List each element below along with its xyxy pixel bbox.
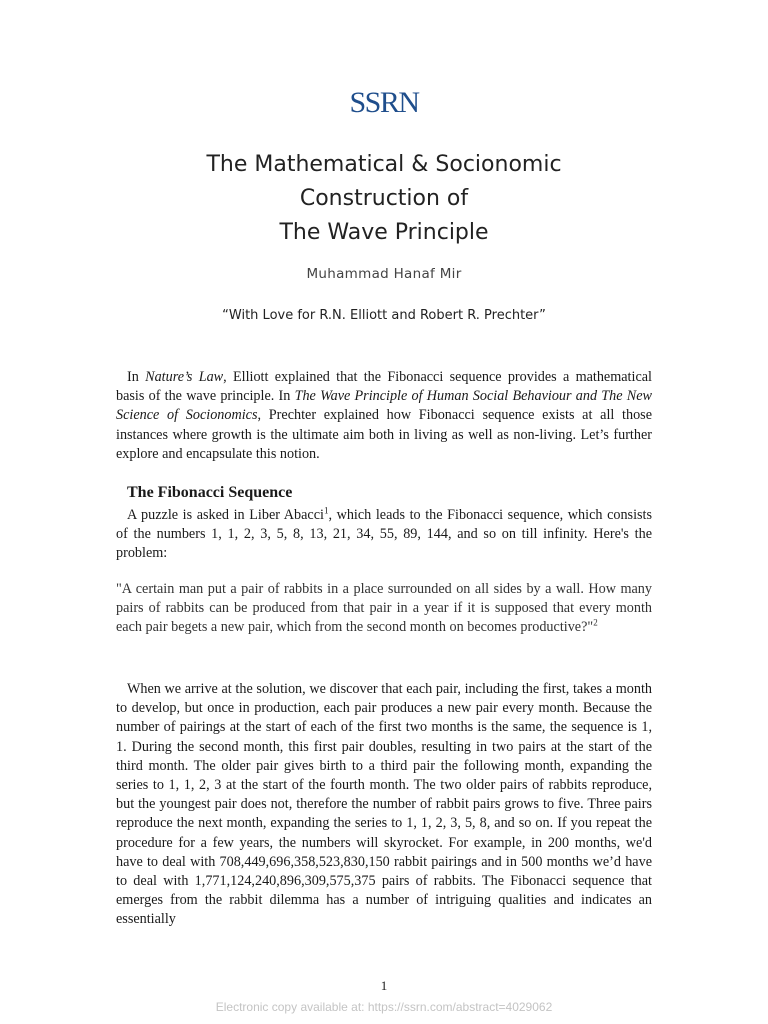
solution-paragraph: When we arrive at the solution, we discover that each pair, including the first, takes a month to develop, but once in production, each pair produces a new pair every month. Because the number of pairings at the start of each of the first two months is the same, the sequence is 1, 1. During the second month, this first pair doubles, resulting in two pairs at the start of the third month. The older pair gives birth to a third pair the following month, expanding the series to 1, 1, 2, 3 at the start of the fourth month. The two older pairs of rabbits reproduce, but the youngest pair does not, therefore the number of rabbit pairs grows to five. Three pairs reproduce the next month, expanding the series to 1, 1, 2, 3, 5, 8, and so on. If you repeat the procedure for a few years, the numbers will skyrocket. For example, in 200 months, we'd have to deal with 708,449,696,358,523,830,150 rabbit pairings and in 500 months we’d have to deal with 1,771,124,240,896,309,575,375 pairs of rabbits. The Fibonacci sequence that emerges from the rabbit dilemma has a number of intriguing qualities and indicates an essentially [116,681,652,928]
footnote-ref-2[interactable]: 2 [593,617,598,628]
title-line-3: The Wave Principle [279,220,489,245]
dedication: “With Love for R.N. Elliott and Robert R. Prechter” [222,308,546,323]
author-name: Muhammad Hanaf Mir [306,266,462,282]
ssrn-footer-link[interactable]: Electronic copy available at: https://ssrn.com/abstract=4029062 [215,1000,553,1014]
footnote-ref-1[interactable]: 1 [323,505,329,516]
intro-text-2: , Elliott explained that the Fibonacci sequence provides a mathematical basis of the wave principle. In [116,369,652,405]
intro-text-3: , Prechter explained how Fibonacci sequence exists at all those instances where growth is the ultimate aim both in living as well as non-living. Let’s further explore and encapsulate this notion. [116,407,652,462]
paper-title [0,148,768,250]
intro-italic-book-title: The Wave Principle of Human Social Behaviour and The New Science of Socionomics [116,388,652,424]
para2-text-2: , which leads to the Fibonacci sequence, which consists of the numbers 1, 1, 2, 3, 5, 8, 13, 21, 34, 55, 89, 144, and so on till infinity. Here's the problem: [116,507,653,562]
ssrn-logo: SSRN [349,86,419,119]
page-number: 1 [380,978,388,993]
rabbit-problem-quote [116,580,652,638]
fibonacci-intro-paragraph [116,506,652,564]
intro-text-1: In [127,369,146,385]
intro-paragraph [116,368,652,464]
intro-italic-natures-law: Nature’s Law [145,369,224,385]
title-line-1: The Mathematical & Socionomic [206,152,562,177]
para2-text-1: A puzzle is asked in Liber Abacci [127,507,324,523]
quote-text: "A certain man put a pair of rabbits in a place surrounded on all sides by a wall. How many pairs of rabbits can be produced from that pair in a year if it is supposed that every month each pair begets a new pair, which from the second month on becomes productive?" [116,581,652,636]
title-line-2: Construction of [299,186,469,211]
section-heading: The Fibonacci Sequence [127,484,293,501]
